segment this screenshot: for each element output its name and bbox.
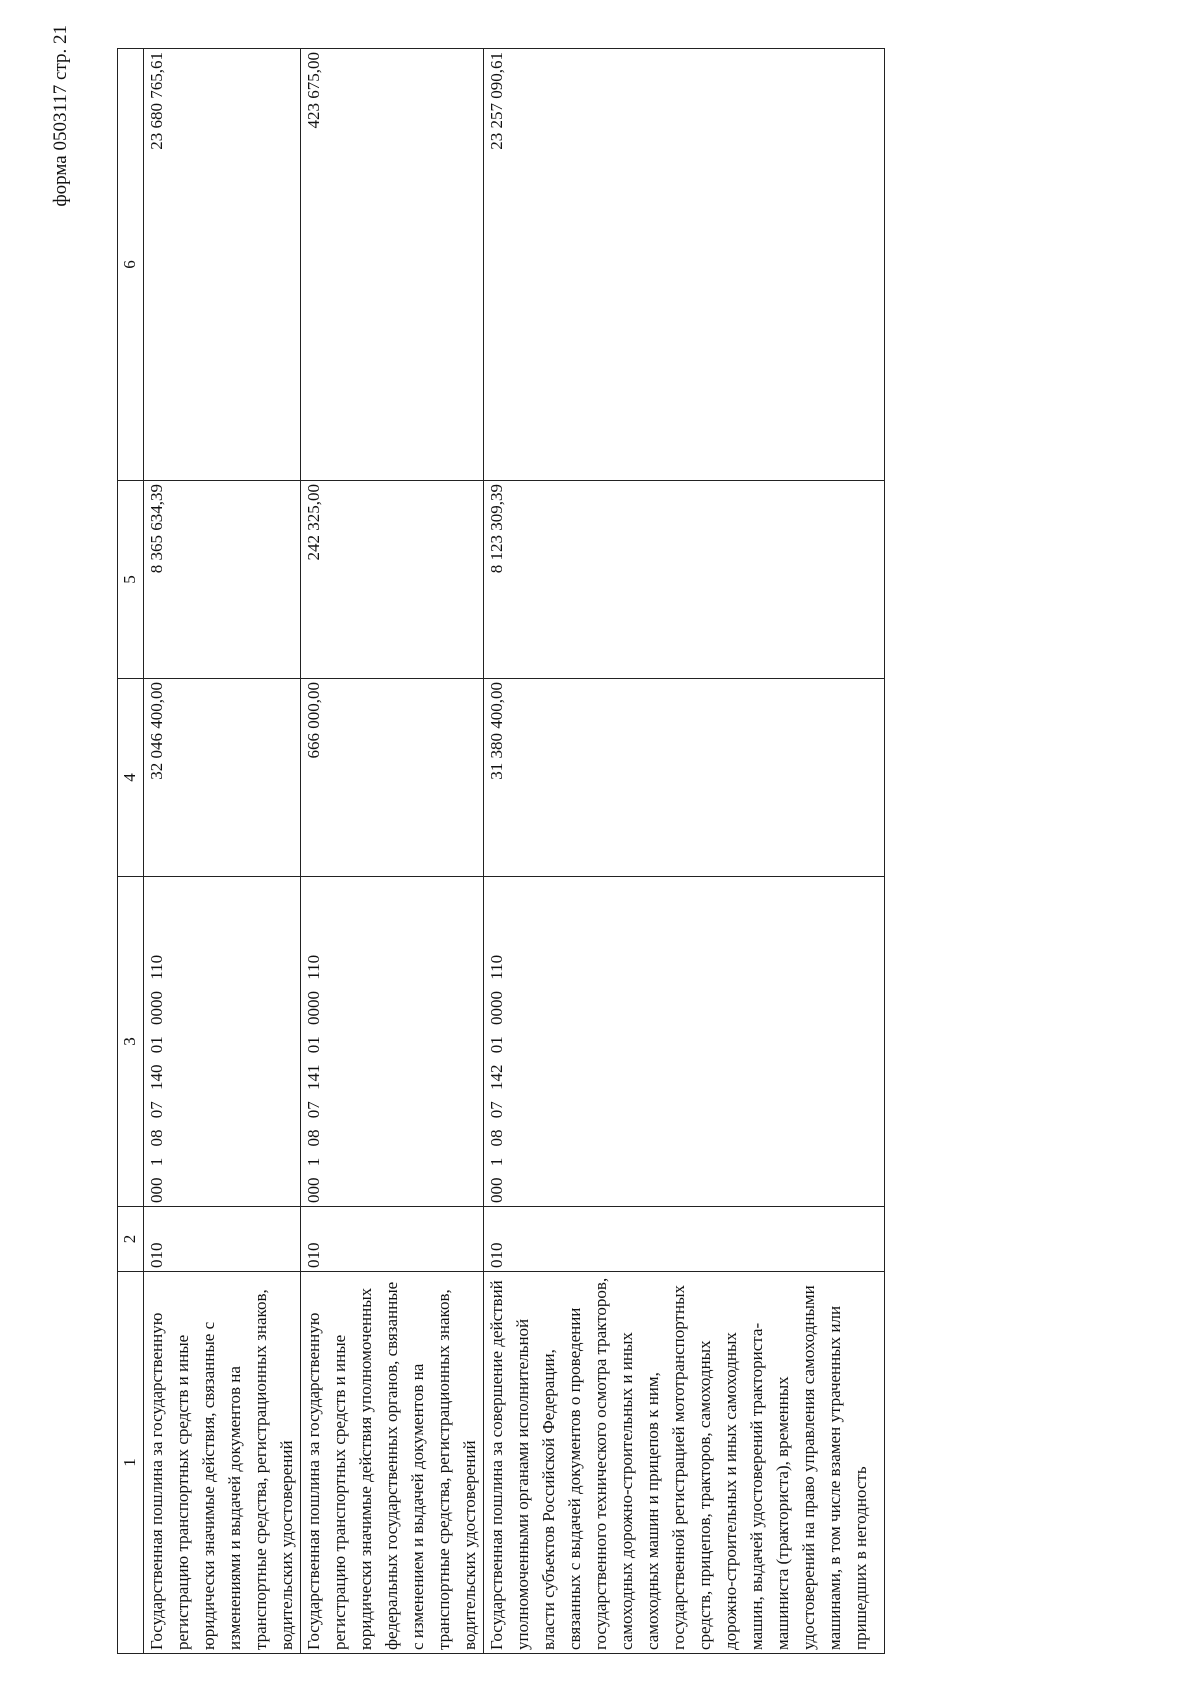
column-number: 2 <box>118 1207 144 1272</box>
budget-classification-code-cell: 000 1 08 07 142 01 0000 110 <box>484 877 885 1207</box>
executed-amount-cell: 8 123 309,39 <box>484 481 885 679</box>
executed-amount-cell: 8 365 634,39 <box>144 481 301 679</box>
column-number: 5 <box>118 481 144 679</box>
column-number: 4 <box>118 679 144 877</box>
line-code-cell: 010 <box>301 1207 484 1272</box>
form-reference: форма 0503117 стр. 21 <box>50 25 71 207</box>
column-number: 3 <box>118 877 144 1207</box>
column-number: 6 <box>118 49 144 481</box>
approved-amount-cell: 666 000,00 <box>301 679 484 877</box>
budget-execution-table <box>117 48 885 1654</box>
budget-classification-code-cell: 000 1 08 07 141 01 0000 110 <box>301 877 484 1207</box>
approved-amount-cell: 32 046 400,00 <box>144 679 301 877</box>
table-row <box>301 49 484 1654</box>
budget-classification-code-cell: 000 1 08 07 140 01 0000 110 <box>144 877 301 1207</box>
executed-amount-cell: 242 325,00 <box>301 481 484 679</box>
income-name-cell: Государственная пошлина за государственную регистрацию транспортных средств и иные юридически значимые действия, связанные с изменениями и выдачей документов на транспортные средства, регистрационных знаков, водительских удостоверений <box>144 1272 301 1654</box>
income-name-cell: Государственная пошлина за совершение действий уполномоченными органами исполнительной власти субъектов Российской Федерации, связанных с выдачей документов о проведении государственного технического осмотра тракторов, самоходных дорожно-строительных и иных самоходных машин и прицепов к ним, государственной регистрацией мототранспортных средств, прицепов, тракторов, самоходных дорожно-строительных и иных самоходных машин, выдачей удостоверений тракториста-машиниста (тракториста), временных удостоверений на право управления самоходными машинами, в том числе взамен утраченных или пришедших в негодность <box>484 1272 885 1654</box>
unexecuted-amount-cell: 23 257 090,61 <box>484 49 885 481</box>
unexecuted-amount-cell: 23 680 765,61 <box>144 49 301 481</box>
income-name-cell: Государственная пошлина за государственную регистрацию транспортных средств и иные юридически значимые действия уполномоченных федеральных государственных органов, связанные с изменением и выдачей документов на транспортные средства, регистрационных знаков, водительских удостоверений <box>301 1272 484 1654</box>
column-number-row <box>118 49 144 1654</box>
unexecuted-amount-cell: 423 675,00 <box>301 49 484 481</box>
column-number: 1 <box>118 1272 144 1654</box>
approved-amount-cell: 31 380 400,00 <box>484 679 885 877</box>
line-code-cell: 010 <box>144 1207 301 1272</box>
table-row <box>144 49 301 1654</box>
table-row <box>484 49 885 1654</box>
line-code-cell: 010 <box>484 1207 885 1272</box>
